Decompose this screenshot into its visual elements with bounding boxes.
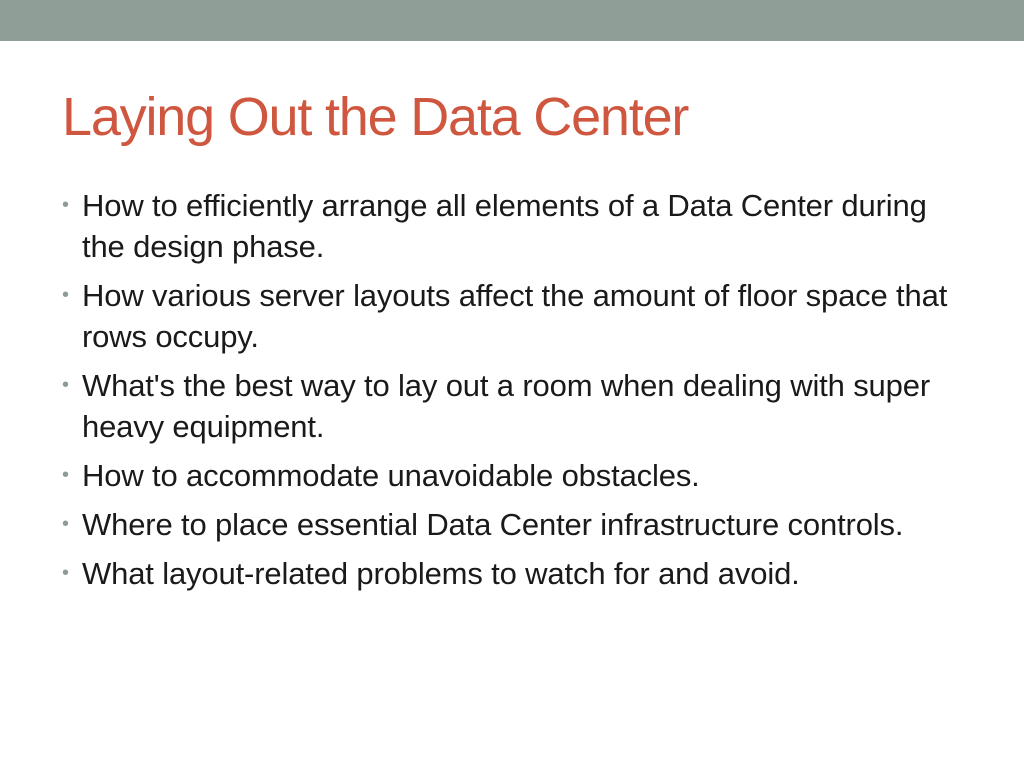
- bullet-item: [62, 185, 962, 267]
- bullet-item: [62, 553, 962, 594]
- bullet-text: How to accommodate unavoidable obstacles.: [82, 458, 700, 493]
- bullet-dot-icon: •: [62, 513, 69, 535]
- bullet-item: [62, 504, 962, 545]
- bullet-text: What layout-related problems to watch for and avoid.: [82, 556, 800, 591]
- bullet-item: [62, 365, 962, 447]
- top-accent-band: [0, 0, 1024, 41]
- bullet-text: Where to place essential Data Center infrastructure controls.: [82, 507, 904, 542]
- bullet-item: [62, 275, 962, 357]
- bullet-dot-icon: •: [62, 464, 69, 486]
- bullet-dot-icon: •: [62, 562, 69, 584]
- bullet-dot-icon: •: [62, 374, 69, 396]
- bullet-item: [62, 455, 962, 496]
- bullet-dot-icon: •: [62, 284, 69, 306]
- slide-title: Laying Out the Data Center: [62, 87, 689, 147]
- bullet-list: [62, 185, 962, 602]
- bullet-text: How various server layouts affect the amount of floor space that rows occupy.: [82, 278, 948, 354]
- bullet-text: How to efficiently arrange all elements of a Data Center during the design phase.: [82, 188, 927, 264]
- bullet-text: What's the best way to lay out a room when dealing with super heavy equipment.: [82, 368, 930, 444]
- bullet-dot-icon: •: [62, 194, 69, 216]
